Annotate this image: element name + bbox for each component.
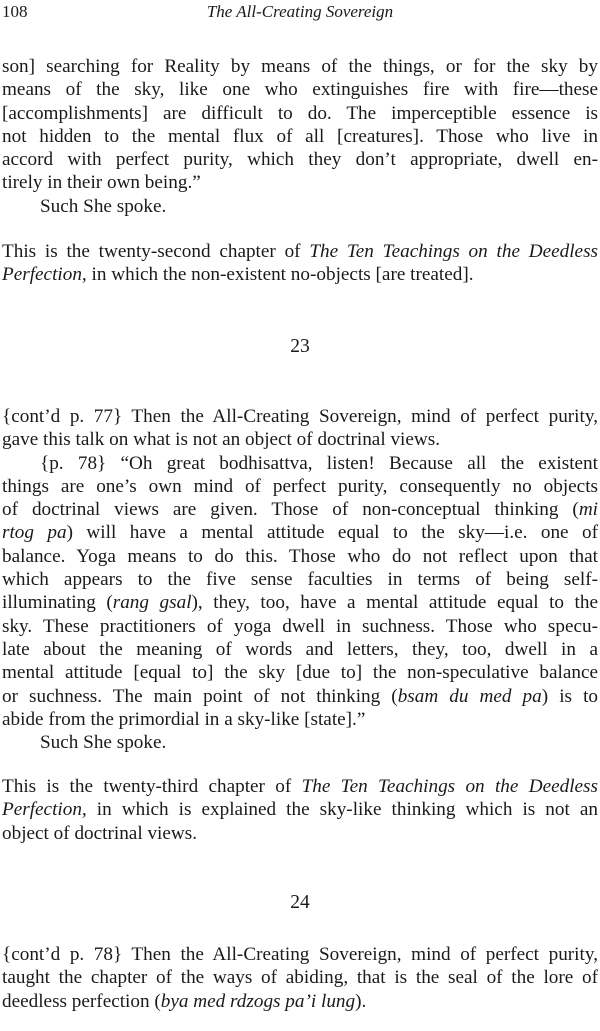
- text-segment: sky. These practitioners of yoga dwell in suchness. Those who specu-: [2, 615, 598, 637]
- text-line: [2, 545, 598, 568]
- text-segment: [accomplishments] are difficult to do. The imperceptible essence is: [2, 102, 598, 124]
- text-line: [2, 638, 598, 661]
- italic-text: The Ten Teachings on the Deedless: [301, 776, 598, 797]
- chapter-number-23: 23: [290, 336, 310, 357]
- chapter-number-24: 24: [290, 892, 310, 913]
- paragraph-chapter-24: [2, 943, 598, 1013]
- text-segment: of doctrinal views are given. Those of non-conceptual thinking (: [2, 499, 579, 521]
- text-segment: in which the non-existent no-objects [are treated].: [86, 264, 474, 286]
- italic-text: Perfection,: [2, 799, 87, 821]
- text-line: [2, 148, 598, 171]
- text-segment: ).: [355, 990, 367, 1012]
- text-segment: tirely in their own being.”: [2, 172, 201, 194]
- text-line: [2, 775, 598, 798]
- text-line: [2, 263, 598, 286]
- text-line: [2, 428, 598, 451]
- text-segment: in which is explained the sky-like thinking which is not an: [86, 799, 598, 821]
- text-segment: Such She spoke.: [40, 195, 167, 217]
- text-segment: ) will have a mental attitude equal to the sky—i.e. one of: [66, 522, 598, 544]
- page-number: 108: [2, 2, 28, 21]
- text-segment: abide from the primordial in a sky-like [state].”: [2, 708, 366, 730]
- text-line: [2, 78, 598, 101]
- text-line: [2, 452, 598, 475]
- text-line: [2, 615, 598, 638]
- text-segment: deedless perfection (: [2, 990, 161, 1012]
- text-segment: {p. 78} “Oh great bodhisattva, listen! Because all the existent: [40, 452, 598, 474]
- text-segment: illuminating (: [2, 592, 113, 614]
- text-line: [2, 102, 598, 125]
- text-segment: This is the twenty-third chapter of: [2, 776, 302, 797]
- italic-text: The Ten Teachings on the Deedless: [309, 241, 598, 262]
- running-header: [0, 0, 600, 24]
- text-segment: late about the meaning of words and letters, they, too, dwell in a: [2, 638, 598, 660]
- text-segment: or suchness. The main point of not thinking (: [2, 685, 398, 707]
- text-segment: This is the twenty-second chapter of: [2, 241, 310, 262]
- text-segment: {cont’d p. 77} Then the All-Creating Sovereign, mind of perfect purity,: [2, 406, 598, 427]
- text-line: [2, 731, 598, 754]
- text-line: [2, 966, 598, 989]
- paragraph-chapter-22-end: [2, 55, 598, 218]
- text-line: [2, 990, 598, 1013]
- colophon-chapter-22: [2, 240, 598, 287]
- text-line: [2, 405, 598, 428]
- text-segment: son] searching for Reality by means of the things, or for the sky by: [2, 56, 598, 77]
- colophon-chapter-23: [2, 775, 598, 845]
- running-title: The All-Creating Sovereign: [206, 2, 394, 21]
- italic-text: rtog pa: [2, 522, 67, 544]
- text-line: [2, 661, 598, 684]
- text-line: [2, 125, 598, 148]
- text-line: [2, 475, 598, 498]
- text-line: [2, 708, 598, 731]
- text-line: [2, 822, 598, 845]
- italic-text: bya med rdzogs pa’i lung: [160, 990, 356, 1012]
- text-line: [2, 498, 598, 521]
- text-line: [2, 521, 598, 544]
- italic-text: mi: [578, 499, 598, 521]
- italic-text: Perfection,: [2, 264, 87, 286]
- text-line: [2, 171, 598, 194]
- text-line: [2, 798, 598, 821]
- text-segment: accord with perfect purity, which they don’t appropriate, dwell en-: [2, 149, 598, 171]
- text-segment: object of doctrinal views.: [2, 822, 198, 844]
- italic-text: bsam du med pa: [397, 685, 542, 707]
- text-line: [2, 591, 598, 614]
- text-segment: mental attitude [equal to] the sky [due to] the non-speculative balance: [2, 662, 598, 684]
- text-line: [2, 55, 598, 78]
- text-segment: things are one’s own mind of perfect purity, consequently no objects: [2, 475, 598, 497]
- text-segment: which appears to the five sense faculties in terms of being self-: [2, 569, 598, 591]
- text-segment: gave this talk on what is not an object of doctrinal views.: [2, 429, 441, 451]
- text-line: [2, 195, 598, 218]
- text-segment: taught the chapter of the ways of abiding, that is the seal of the lore of: [2, 967, 598, 989]
- text-line: [2, 568, 598, 591]
- text-line: [2, 685, 598, 708]
- text-segment: ), they, too, have a mental attitude equal to the: [191, 592, 599, 614]
- text-segment: not hidden to the mental flux of all [creatures]. Those who live in: [2, 125, 598, 147]
- italic-text: rang gsal: [112, 592, 192, 614]
- text-line: [2, 943, 598, 966]
- text-segment: {cont’d p. 78} Then the All-Creating Sovereign, mind of perfect purity,: [2, 944, 598, 965]
- text-segment: means of the sky, like one who extinguishes fire with fire—these: [2, 79, 598, 101]
- text-segment: ) is to: [541, 685, 598, 707]
- paragraph-chapter-23: [2, 405, 598, 754]
- text-segment: balance. Yoga means to do this. Those who do not reflect upon that: [2, 545, 598, 567]
- text-segment: Such She spoke.: [40, 732, 167, 754]
- text-line: [2, 240, 598, 263]
